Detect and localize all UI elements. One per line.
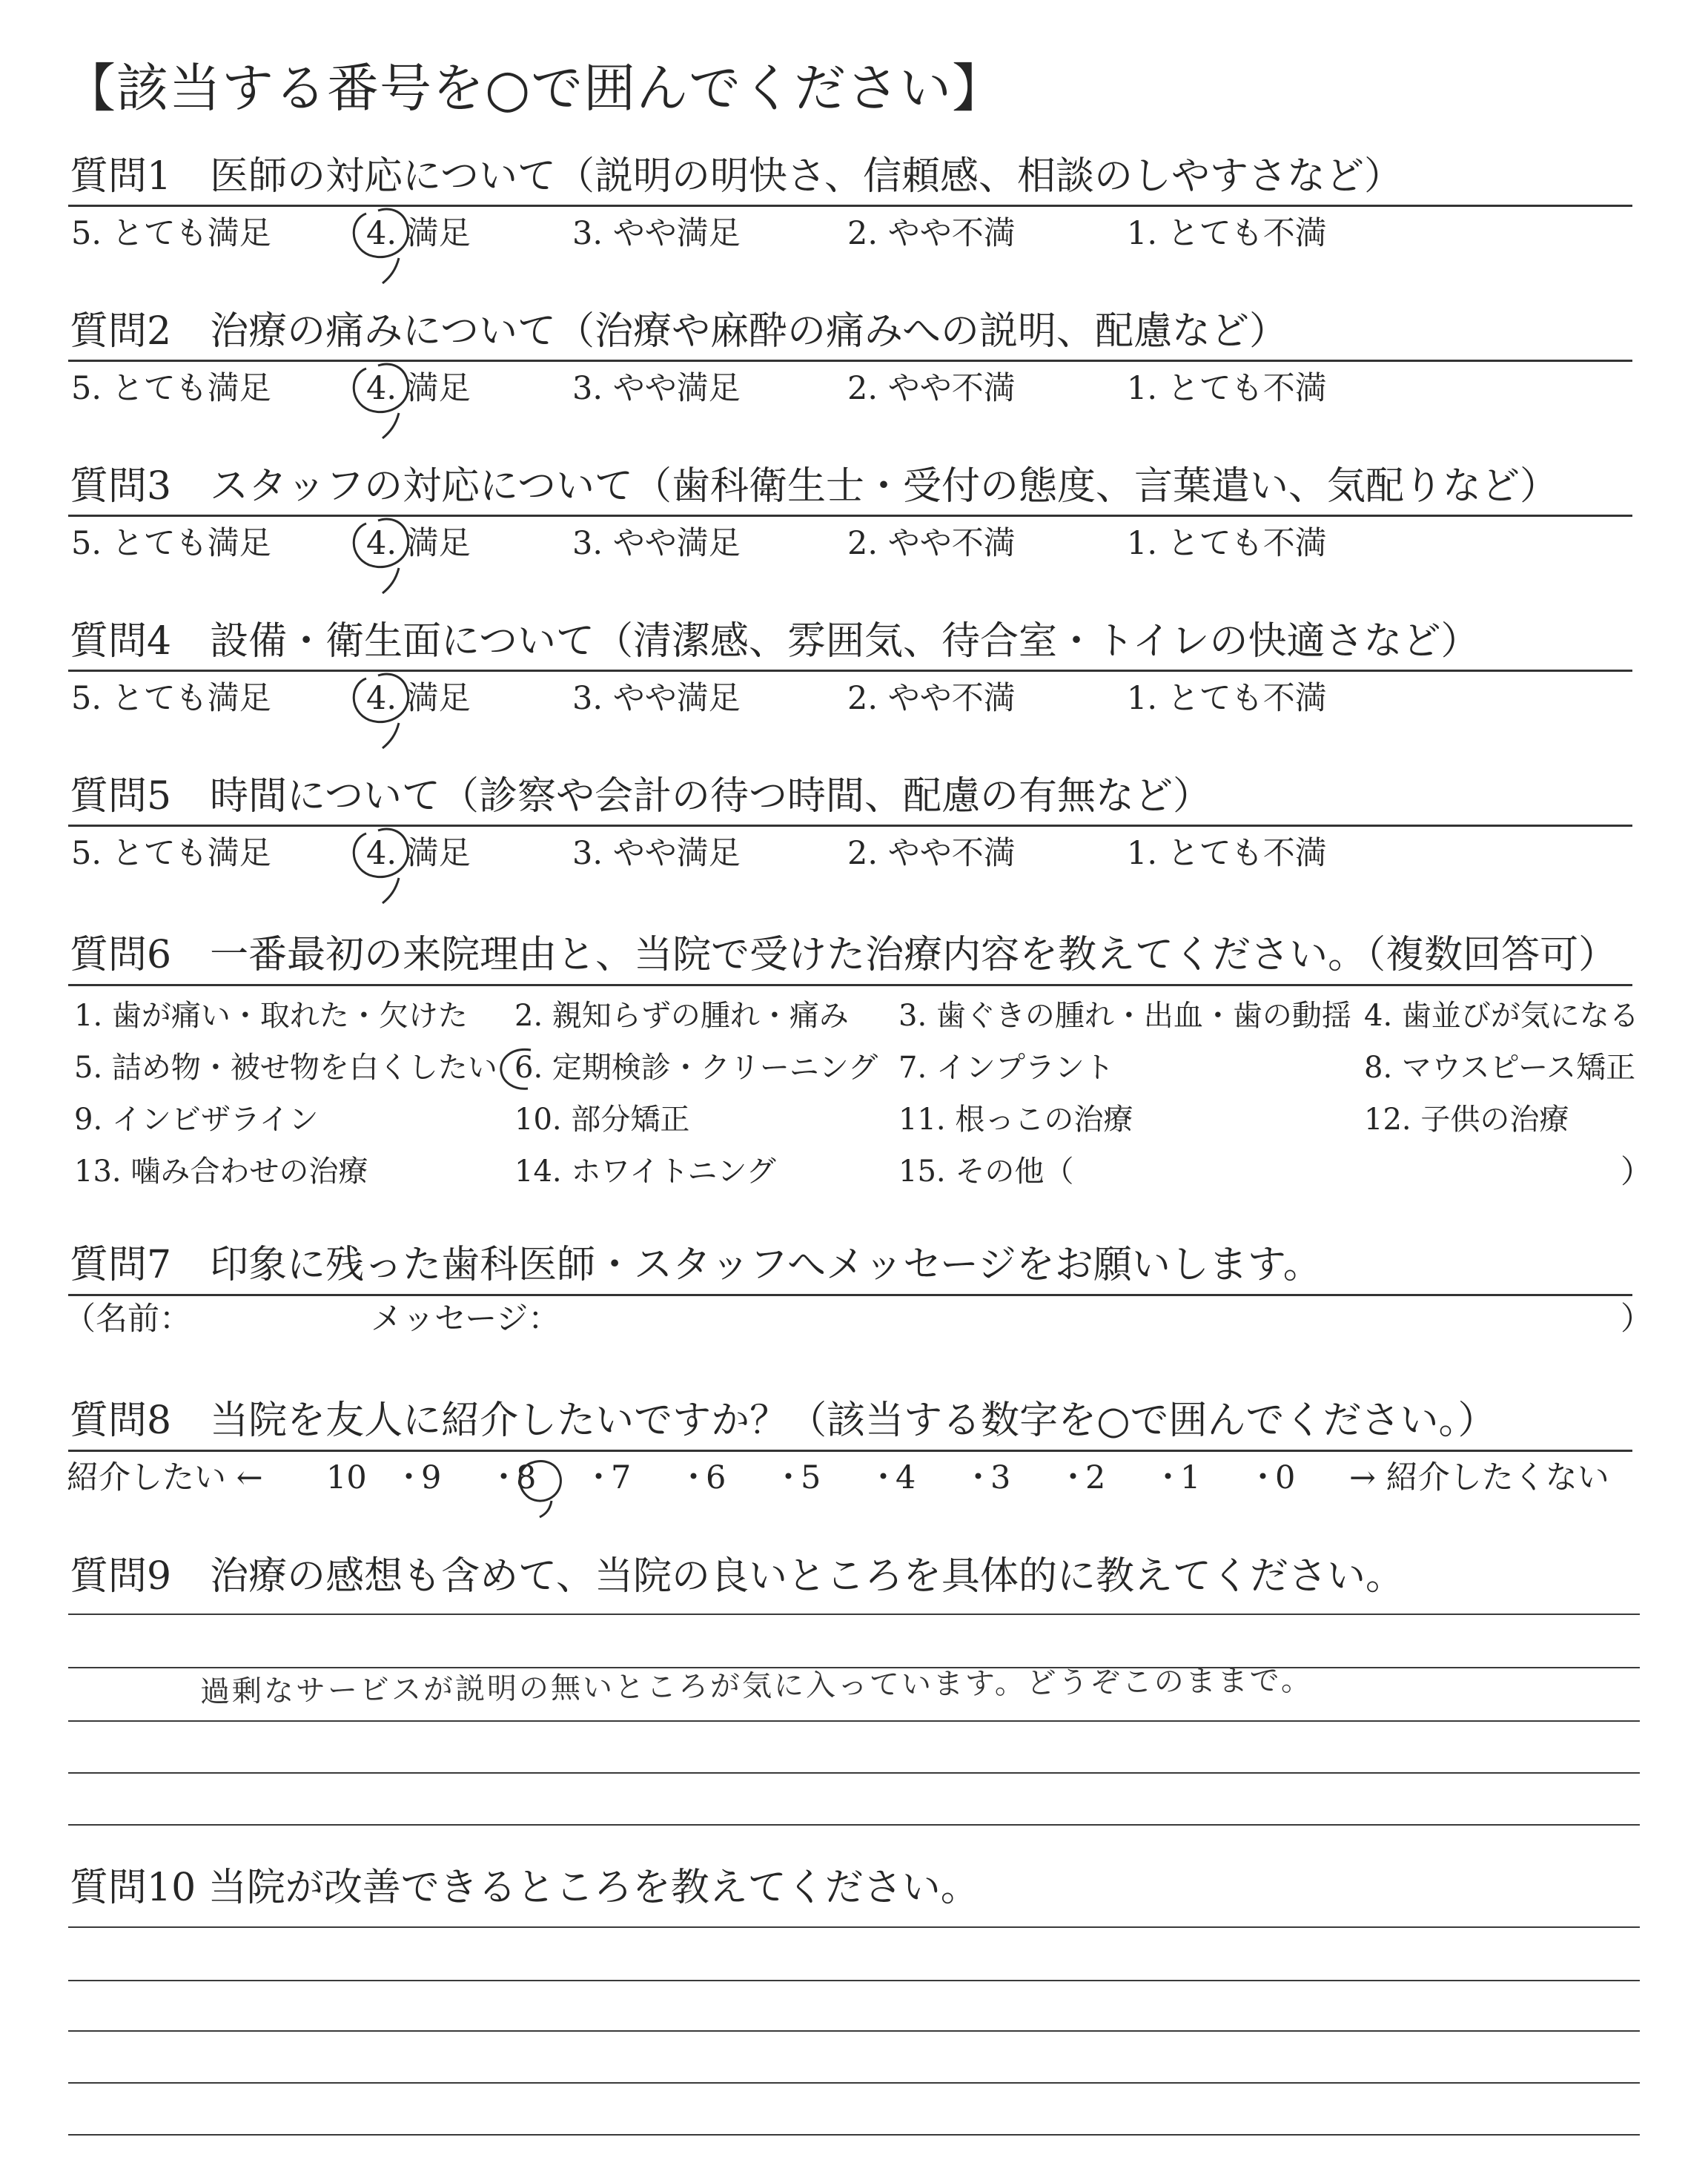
q8-score-6[interactable]: 6	[706, 1459, 726, 1496]
q9-line-1	[68, 1614, 1640, 1615]
q8-score-1[interactable]: 1	[1180, 1459, 1201, 1496]
q8-score-5[interactable]: 5	[801, 1459, 821, 1496]
q4-option-1[interactable]: 1. とても不満	[1127, 680, 1327, 717]
q3-option-2[interactable]: 2. やや不満	[847, 525, 1016, 562]
q6-option-3[interactable]: 3. 歯ぐきの腫れ・出血・歯の動揺	[898, 999, 1351, 1033]
q10-line-2	[68, 1980, 1640, 1981]
q9-line-5	[68, 1824, 1640, 1826]
q8-score-3[interactable]: 3	[990, 1459, 1011, 1496]
q5-title: 質問5 時間について（診察や会計の待つ時間、配慮の有無など）	[70, 774, 1212, 819]
q4-option-4[interactable]: 4. 満足	[366, 680, 471, 717]
q5-option-1[interactable]: 1. とても不満	[1127, 835, 1327, 872]
q8-score-2[interactable]: 2	[1085, 1459, 1106, 1496]
q2-title: 質問2 治療の痛みについて（治療や麻酔の痛みへの説明、配慮など）	[70, 309, 1288, 354]
q10-line-5	[68, 2134, 1640, 2136]
q4-option-2[interactable]: 2. やや不満	[847, 680, 1016, 717]
q4-title: 質問4 設備・衛生面について（清潔感、雰囲気、待合室・トイレの快適さなど）	[70, 619, 1480, 664]
q5-option-5[interactable]: 5. とても満足	[71, 835, 271, 872]
q5-option-4[interactable]: 4. 満足	[366, 835, 471, 872]
q5-selection-circle	[344, 820, 426, 909]
q6-option-5[interactable]: 5. 詰め物・被せ物を白くしたい	[74, 1051, 497, 1085]
q6-option-1[interactable]: 1. 歯が痛い・取れた・欠けた	[74, 999, 468, 1033]
q7-close: ）	[1621, 1301, 1652, 1338]
q6-title: 質問6 一番最初の来院理由と、当院で受けた治療内容を教えてください。（複数回答可）	[70, 933, 1618, 977]
q1-selection-circle	[344, 200, 426, 289]
q8-separator: ・	[393, 1459, 425, 1496]
q6-rule	[68, 984, 1632, 986]
q6-other-close: ）	[1621, 1154, 1652, 1191]
q8-separator: ・	[583, 1459, 615, 1496]
q8-separator: ・	[1152, 1459, 1184, 1496]
q6-option-9[interactable]: 9. インビザライン	[74, 1103, 319, 1137]
q8-score-10[interactable]: 10	[326, 1459, 367, 1496]
q8-separator: ・	[772, 1459, 804, 1496]
q2-option-2[interactable]: 2. やや不満	[847, 370, 1016, 407]
q8-left-label: 紹介したい ←	[67, 1459, 263, 1496]
q8-selection-circle	[512, 1455, 572, 1522]
q8-separator: ・	[678, 1459, 709, 1496]
q8-score-7[interactable]: 7	[611, 1459, 632, 1496]
q7-message-label: メッセージ：	[371, 1301, 560, 1338]
q1-option-3[interactable]: 3. やや満足	[572, 215, 741, 252]
q3-selection-circle	[344, 510, 426, 599]
q2-selection-circle	[344, 355, 426, 444]
q6-option-15[interactable]: 15. その他（	[898, 1155, 1074, 1189]
q2-option-1[interactable]: 1. とても不満	[1127, 370, 1327, 407]
q3-option-5[interactable]: 5. とても満足	[71, 525, 271, 562]
q4-rule	[68, 670, 1632, 672]
q6-option-11[interactable]: 11. 根っこの治療	[898, 1103, 1133, 1137]
q4-selection-circle	[344, 665, 426, 754]
q6-option-6[interactable]: 6. 定期検診・クリーニング	[514, 1051, 878, 1085]
q7-name-label: （名前：	[64, 1301, 191, 1338]
q8-score-0[interactable]: 0	[1275, 1459, 1296, 1496]
q6-option-13[interactable]: 13. 噛み合わせの治療	[74, 1155, 368, 1189]
q8-separator: ・	[867, 1459, 899, 1496]
q6-option-2[interactable]: 2. 親知らずの腫れ・痛み	[514, 999, 849, 1033]
q9-line-3	[68, 1720, 1640, 1722]
q8-score-9[interactable]: 9	[421, 1459, 442, 1496]
q10-line-3	[68, 2030, 1640, 2032]
q8-score-8[interactable]: 8	[516, 1459, 537, 1496]
q6-option-7[interactable]: 7. インプラント	[898, 1051, 1114, 1085]
q8-separator: ・	[962, 1459, 994, 1496]
q1-option-5[interactable]: 5. とても満足	[71, 215, 271, 252]
q8-separator: ・	[488, 1459, 520, 1496]
q9-line-4	[68, 1772, 1640, 1774]
q8-right-label: → 紹介したくない	[1349, 1459, 1609, 1496]
q6-option-8[interactable]: 8. マウスピース矯正	[1364, 1051, 1636, 1085]
q6-option-10[interactable]: 10. 部分矯正	[514, 1103, 690, 1137]
q8-separator: ・	[1247, 1459, 1279, 1496]
q3-option-4[interactable]: 4. 満足	[366, 525, 471, 562]
q1-title: 質問1 医師の対応について（説明の明快さ、信頼感、相談のしやすさなど）	[70, 154, 1403, 199]
q10-line-4	[68, 2082, 1640, 2084]
q4-option-3[interactable]: 3. やや満足	[572, 680, 741, 717]
q3-rule	[68, 515, 1632, 517]
q1-rule	[68, 205, 1632, 207]
q10-title: 質問10 当院が改善できるところを教えてください。	[70, 1866, 979, 1910]
q6-option-12[interactable]: 12. 子供の治療	[1364, 1103, 1569, 1137]
q1-option-4[interactable]: 4. 満足	[366, 215, 471, 252]
q2-option-3[interactable]: 3. やや満足	[572, 370, 741, 407]
q5-rule	[68, 825, 1632, 827]
q9-title: 質問9 治療の感想も含めて、当院の良いところを具体的に教えてください。	[70, 1554, 1405, 1599]
q6-selection-circle	[495, 1046, 555, 1094]
q9-handwritten-answer: 過剰なサービスが説明の無いところが気に入っています。どうぞこのままで。	[199, 1663, 1314, 1709]
q5-option-2[interactable]: 2. やや不満	[847, 835, 1016, 872]
q2-rule	[68, 360, 1632, 362]
q6-option-4[interactable]: 4. 歯並びが気になる	[1364, 999, 1639, 1033]
q7-title: 質問7 印象に残った歯科医師・スタッフへメッセージをお願いします。	[70, 1243, 1322, 1287]
q4-option-5[interactable]: 5. とても満足	[71, 680, 271, 717]
q7-rule	[68, 1294, 1632, 1296]
q2-option-5[interactable]: 5. とても満足	[71, 370, 271, 407]
q3-option-3[interactable]: 3. やや満足	[572, 525, 741, 562]
q8-separator: ・	[1057, 1459, 1089, 1496]
q8-title: 質問8 当院を友人に紹介したいですか？（該当する数字を○で囲んでください。）	[70, 1398, 1497, 1443]
q10-line-1	[68, 1926, 1640, 1928]
form-heading: 【該当する番号を○で囲んでください】	[64, 58, 1005, 119]
q1-option-2[interactable]: 2. やや不満	[847, 215, 1016, 252]
q6-option-14[interactable]: 14. ホワイトニング	[514, 1155, 776, 1189]
q8-score-4[interactable]: 4	[896, 1459, 916, 1496]
q3-option-1[interactable]: 1. とても不満	[1127, 525, 1327, 562]
q8-rule	[68, 1450, 1632, 1452]
q2-option-4[interactable]: 4. 満足	[366, 370, 471, 407]
q5-option-3[interactable]: 3. やや満足	[572, 835, 741, 872]
q3-title: 質問3 スタッフの対応について（歯科衛生士・受付の態度、言葉遣い、気配りなど）	[70, 464, 1559, 509]
q1-option-1[interactable]: 1. とても不満	[1127, 215, 1327, 252]
